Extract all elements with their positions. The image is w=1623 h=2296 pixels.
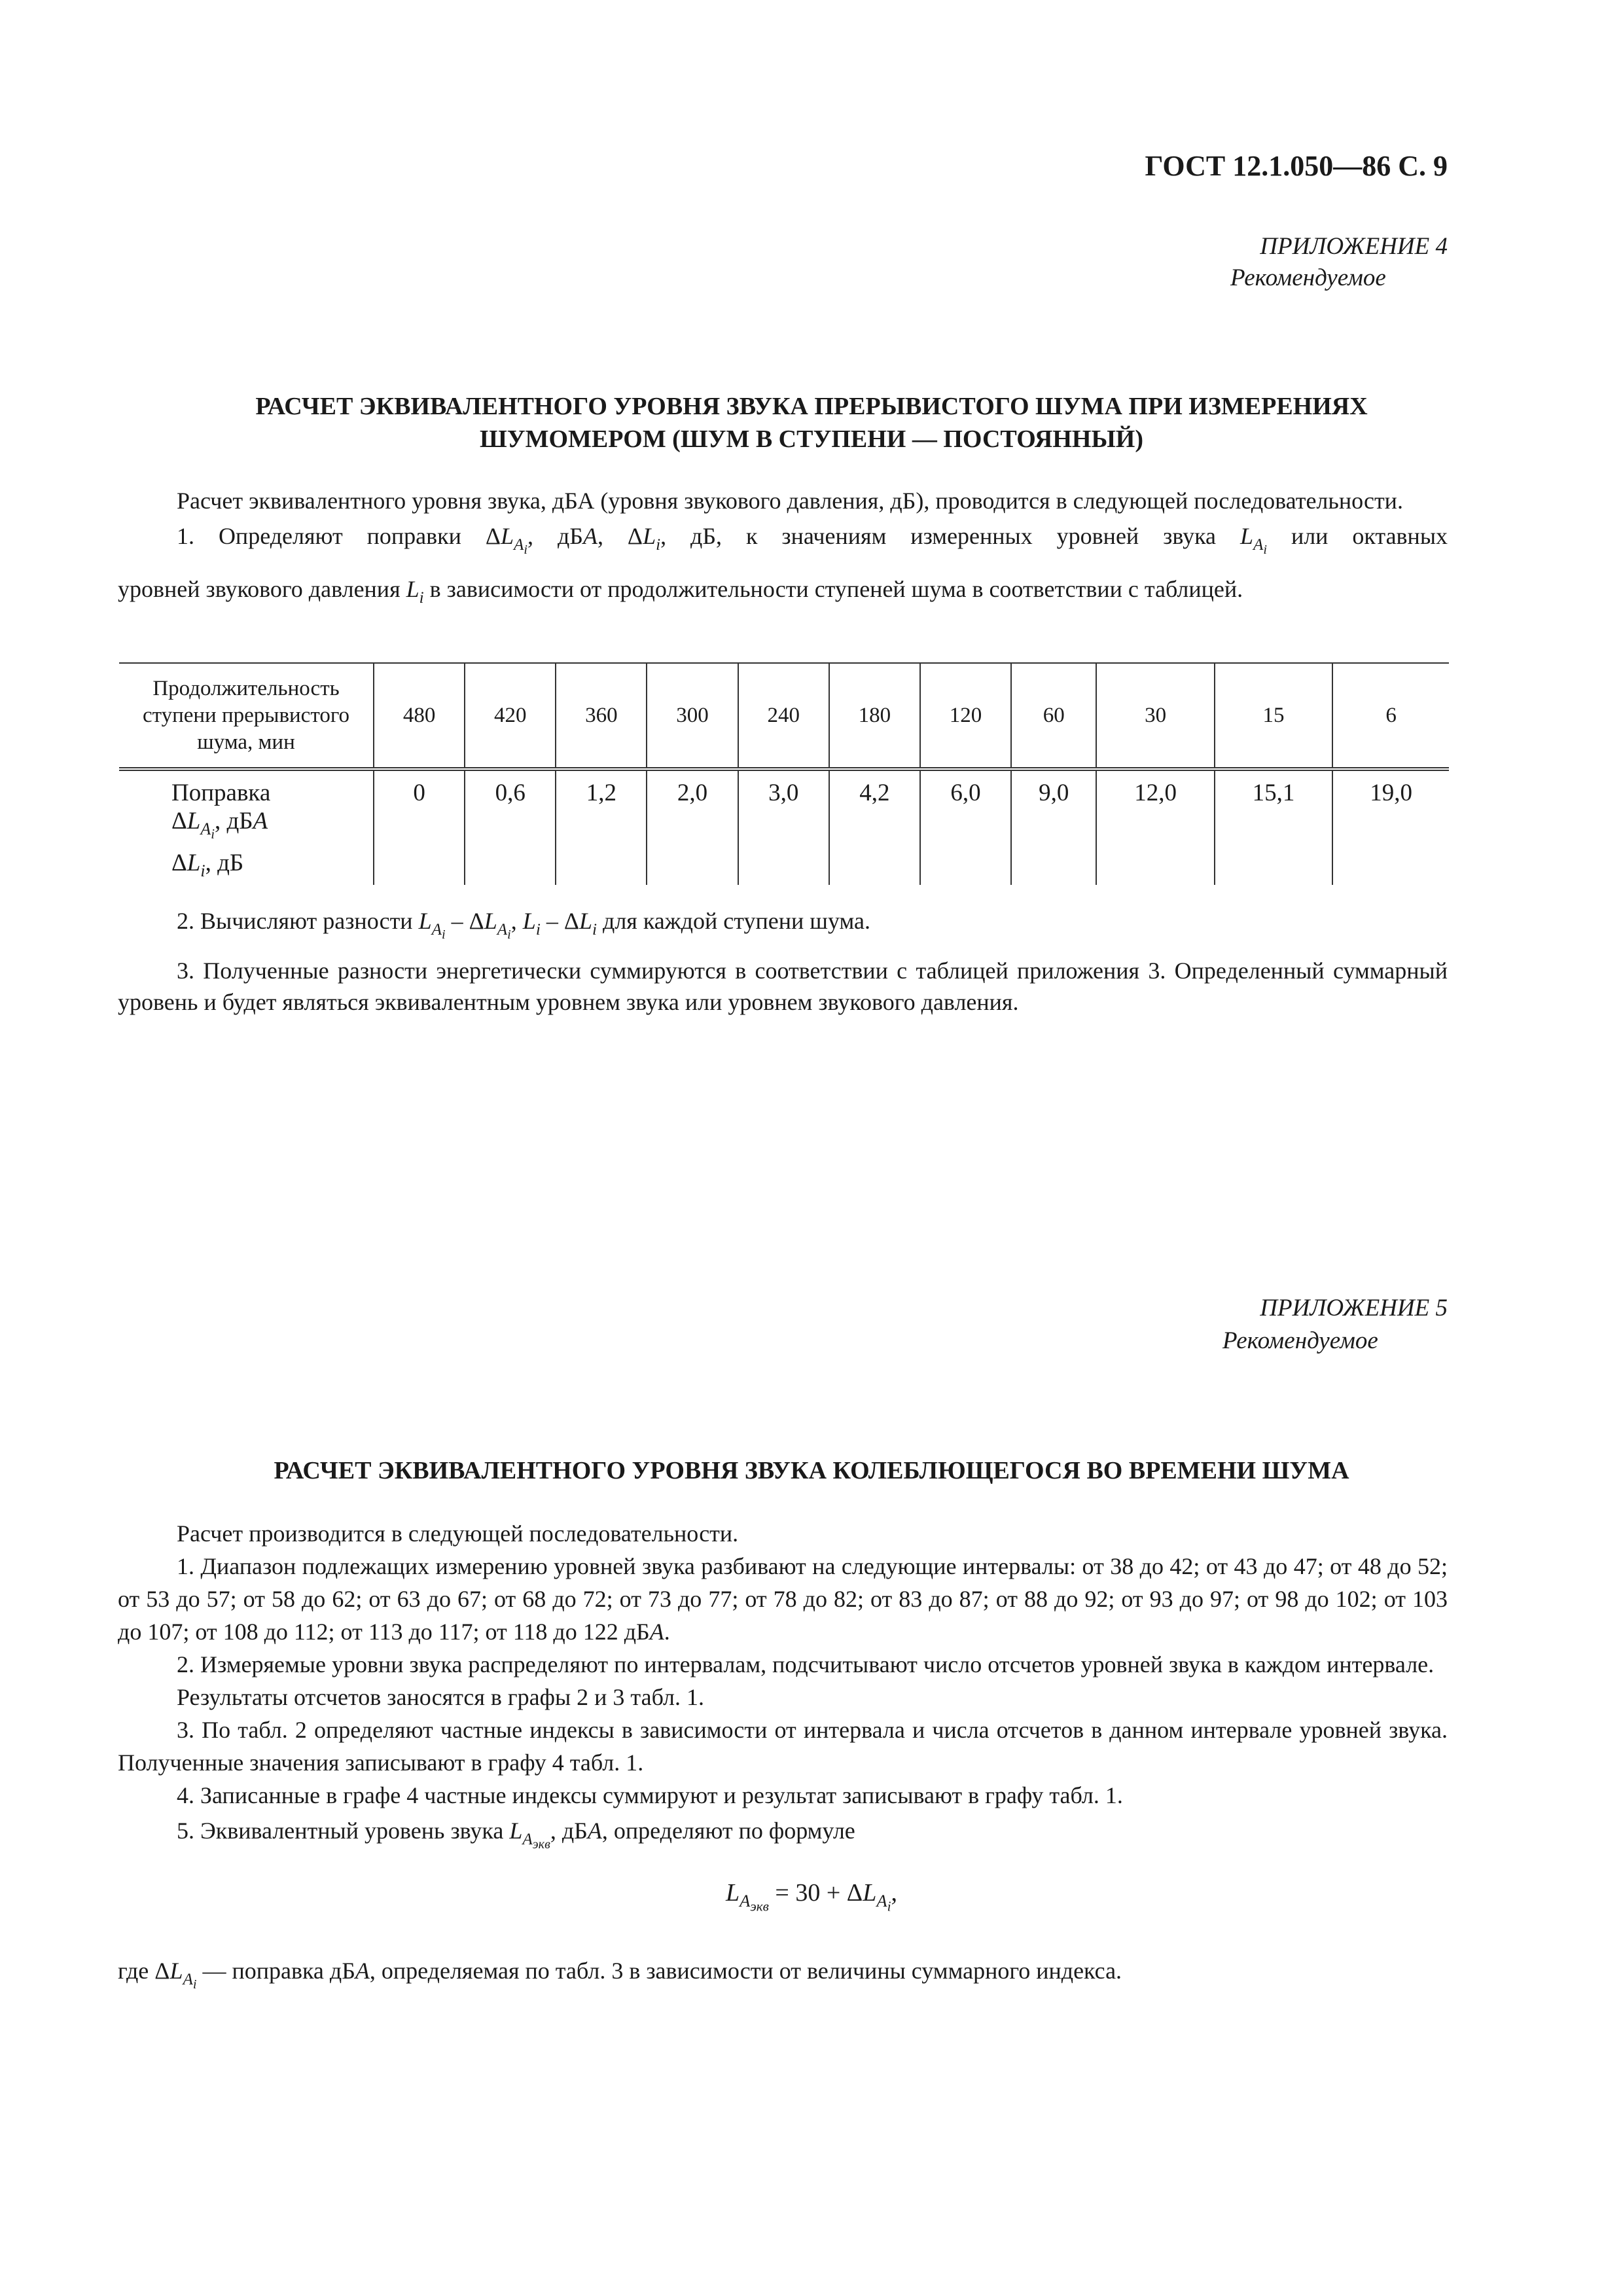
correction-label-line2: $\Delta L_{A_i}$, дБА (171, 808, 268, 842)
table-cell: 0,6 (465, 769, 556, 885)
appendix-4-title-line1: РАСЧЕТ ЭКВИВАЛЕНТНОГО УРОВНЯ ЗВУКА ПРЕРЫВИСТОГО ШУМА ПРИ ИЗМЕРЕНИЯХ (255, 393, 1368, 420)
table-row-durations (119, 663, 1449, 769)
table-cell: 6 (1332, 663, 1449, 769)
table-cell: 15,1 (1215, 769, 1332, 885)
formula-explanation: где $\Delta L_{A_i}$ — поправка дБА, определяемая по табл. 3 в зависимости от величины суммарного индекса. (118, 1958, 1122, 1992)
appendix-4-body (118, 483, 1448, 616)
formula: $L_{A_{экв}} = 30 + \Delta L_{A_i}$, (725, 1879, 898, 1914)
appendix-4-title-line2: ШУМОМЕРОМ (ШУМ В СТУПЕНИ — ПОСТОЯННЫЙ) (480, 425, 1143, 453)
appendix-4-intro: Расчет эквивалентного уровня звука, дБА (уровня звукового давления, дБ), проводится в следующей последовательности. (177, 488, 1403, 514)
table-header-duration (119, 663, 374, 769)
table-cell: 30 (1096, 663, 1214, 769)
appendix-5-step4: 4. Записанные в графе 4 частные индексы суммируют и результат записывают в графу табл. 1. (177, 1782, 1123, 1808)
appendix-5-step1: 1. Диапазон подлежащих измерению уровней звука разбивают на следующие интервалы: от 38 до 42; от 43 до 47; от 48 до 52; от 53 до 57; от 58 до 62; от 63 до 67; от 68 до 72; от 73 до 77; от 78 до 82; от 83 до 87; от 88 до 92; от 93 до 97; от 98 до 102; от 103 до 107; от 108 до 112; от 113 до 117; от 118 до 122 дБА. (118, 1553, 1448, 1645)
appendix-5-results: Результаты отсчетов заносятся в графы 2 и 3 табл. 1. (177, 1684, 704, 1710)
table-cell: 2,0 (647, 769, 738, 885)
header-line: ступени прерывистого (142, 703, 350, 727)
table-cell: 3,0 (738, 769, 829, 885)
table-header-correction (119, 769, 374, 885)
appendix-4-status: Рекомендуемое (1230, 264, 1386, 291)
appendix-5-step3: 3. По табл. 2 определяют частные индексы в зависимости от интервала и числа отсчетов в данном интервале уровней звука. Полученные значения записывают в графу 4 табл. 1. (118, 1717, 1448, 1776)
appendix-4-step1-line2: уровней звукового давления $L_i$ в зависимости от продолжительности ступеней шума в соответствии с таблицей. (118, 575, 1243, 607)
appendix-5-intro: Расчет производится в следующей последовательности. (177, 1520, 739, 1547)
table-cell: 0 (374, 769, 465, 885)
table-row-corrections (119, 769, 1449, 885)
table-cell: 180 (829, 663, 920, 769)
correction-table (119, 662, 1449, 885)
appendix-5-step5: 5. Эквивалентный уровень звука $L_{A_{экв}}$, дБА, определяют по формуле (177, 1818, 855, 1852)
appendix-4-step1-line1: 1. Определяют поправки $\Delta L_{A_i}$, дБА, $\Delta L_i$, дБ, к значениям измеренных уровней звука $L_{A_i}$ или октавных (177, 523, 1448, 557)
table-cell: 19,0 (1370, 780, 1412, 806)
appendix-5-title: РАСЧЕТ ЭКВИВАЛЕНТНОГО УРОВНЯ ЗВУКА КОЛЕБЛЮЩЕГОСЯ ВО ВРЕМЕНИ ШУМА (274, 1457, 1349, 1484)
table-cell: 300 (647, 663, 738, 769)
table-cell: 240 (738, 663, 829, 769)
table-cell: 1,2 (556, 769, 647, 885)
header-line: шума, мин (197, 730, 295, 754)
appendix-5-step2: 2. Измеряемые уровни звука распределяют по интервалам, подсчитывают число отсчетов уровней звука в каждом интервале. (177, 1651, 1435, 1677)
appendix-4-step3: 3. Полученные разности энергетически суммируются в соответствии с таблицей приложения 3. Определенный суммарный уровень и будет являться эквивалентным уровнем звука или уровнем звукового давления. (118, 957, 1448, 1015)
table-cell: 60 (1011, 663, 1096, 769)
header-line: Продолжительность (152, 676, 340, 700)
table-cell: 360 (556, 663, 647, 769)
correction-label-line3: $\Delta L_i$, дБ (171, 850, 244, 881)
table-cell: 4,2 (829, 769, 920, 885)
table-cell: 420 (465, 663, 556, 769)
document-header: ГОСТ 12.1.050—86 С. 9 (1145, 150, 1448, 182)
table-cell: 6,0 (920, 769, 1011, 885)
appendix-5-status: Рекомендуемое (1222, 1327, 1378, 1354)
appendix-4-label: ПРИЛОЖЕНИЕ 4 (1260, 233, 1448, 260)
correction-label-line1: Поправка (171, 780, 271, 806)
table-cell: 120 (920, 663, 1011, 769)
table-cell: 9,0 (1011, 769, 1096, 885)
appendix-4-steps (118, 903, 1448, 1018)
table-cell: 12,0 (1096, 769, 1214, 885)
table-cell: 480 (374, 663, 465, 769)
appendix-5-label: ПРИЛОЖЕНИЕ 5 (1260, 1295, 1448, 1321)
appendix-4-step2: 2. Вычисляют разности $L_{A_i} - \Delta L_{A_i}$, $L_i - \Delta L_i$ для каждой ступени шума. (177, 908, 870, 942)
appendix-5-body (118, 1517, 1448, 1863)
table-cell: 15 (1215, 663, 1332, 769)
